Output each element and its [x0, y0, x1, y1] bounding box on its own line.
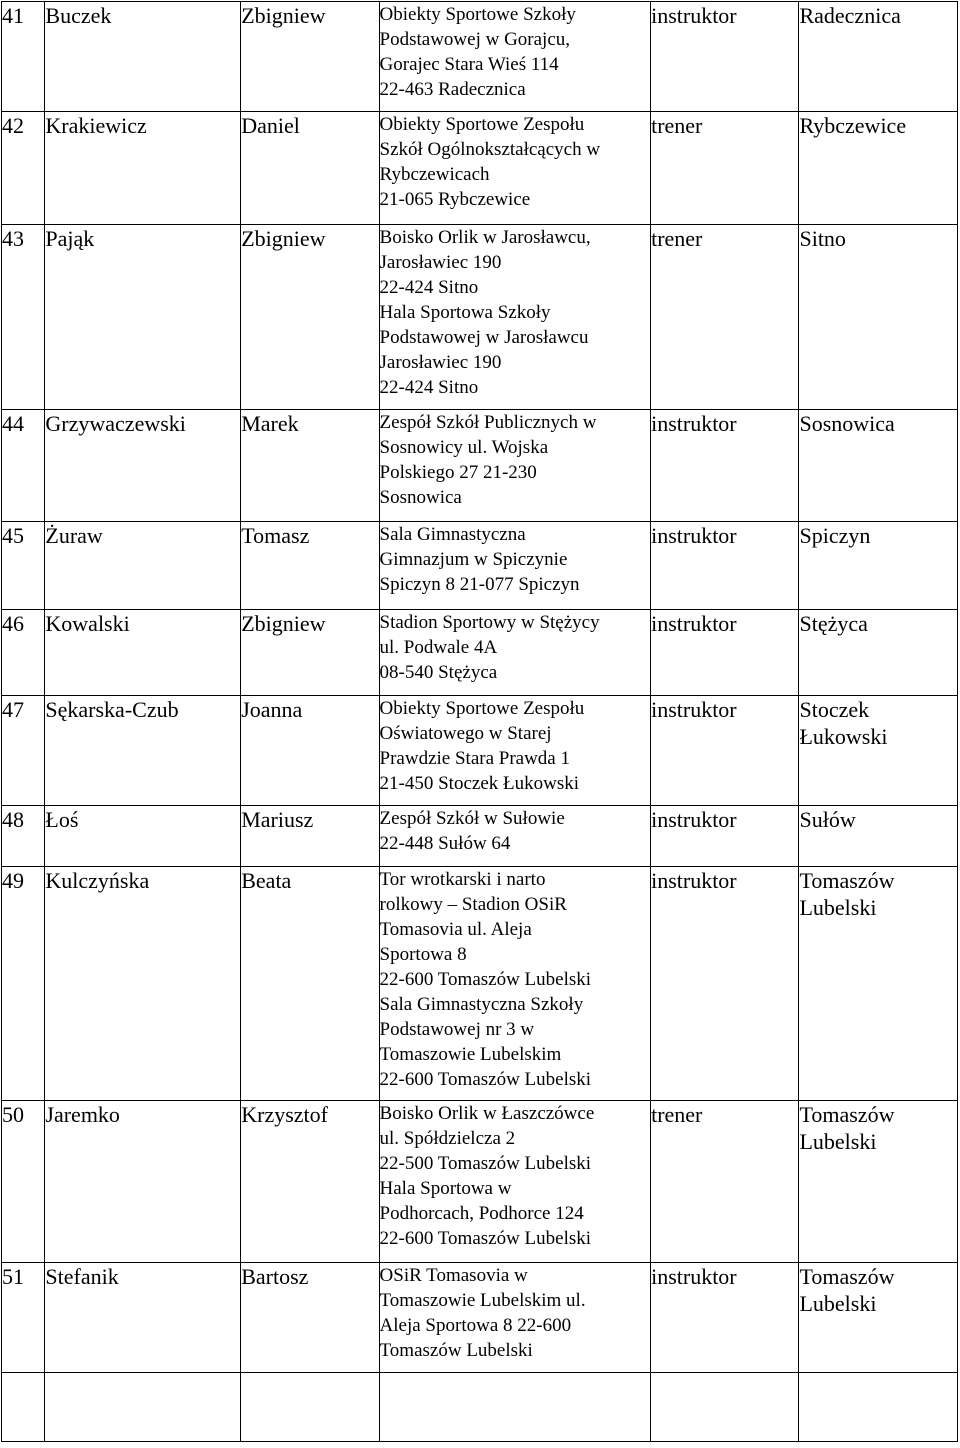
first-name-cell: Mariusz	[241, 806, 379, 867]
function-cell: instruktor	[651, 522, 799, 610]
row-number: 45	[2, 522, 45, 610]
table-row	[2, 112, 958, 225]
facility-line: Podstawowej nr 3 w	[379, 1019, 535, 1040]
locality-cell	[799, 806, 958, 867]
facility-line: Sala Gimnastyczna	[379, 524, 526, 545]
facility-line: Gorajec Stara Wieś 114	[379, 54, 559, 75]
facility-line: Stadion Sportowy w Stężycy	[379, 612, 600, 633]
facility-line: Rybczewicach	[379, 164, 490, 185]
first-name-cell: Beata	[241, 867, 379, 1101]
table-row	[2, 806, 958, 867]
locality-line: Radecznica	[799, 3, 901, 28]
row-number: 48	[2, 806, 45, 867]
empty-row	[2, 1373, 958, 1442]
facility-cell	[379, 2, 651, 112]
locality-cell	[799, 1263, 958, 1373]
facility-line: Obiekty Sportowe Szkoły	[379, 4, 576, 25]
function-cell: instruktor	[651, 696, 799, 806]
row-number: 46	[2, 610, 45, 696]
surname-cell: Jaremko	[45, 1101, 241, 1263]
table-row	[2, 867, 958, 1101]
locality-cell	[799, 112, 958, 225]
row-number: 51	[2, 1263, 45, 1373]
facility-line: 22-600 Tomaszów Lubelski	[379, 1069, 592, 1090]
locality-line: Lubelski	[799, 1129, 877, 1154]
facility-line: rolkowy – Stadion OSiR	[379, 894, 567, 915]
roster-table	[1, 1, 958, 1442]
locality-cell	[799, 410, 958, 522]
facility-cell	[379, 867, 651, 1101]
facility-cell	[379, 112, 651, 225]
locality-line: Lubelski	[799, 895, 877, 920]
function-cell: instruktor	[651, 410, 799, 522]
surname-cell: Stefanik	[45, 1263, 241, 1373]
locality-cell	[799, 610, 958, 696]
locality-line: Sułów	[799, 807, 856, 832]
empty-cell	[799, 1373, 958, 1442]
function-cell: instruktor	[651, 806, 799, 867]
row-number: 42	[2, 112, 45, 225]
function-cell: instruktor	[651, 867, 799, 1101]
facility-line: 22-500 Tomaszów Lubelski	[379, 1153, 592, 1174]
facility-line: Obiekty Sportowe Zespołu	[379, 698, 585, 719]
surname-cell: Łoś	[45, 806, 241, 867]
function-cell: instruktor	[651, 610, 799, 696]
facility-line: Podstawowej w Jarosławcu	[379, 327, 589, 348]
first-name-cell: Zbigniew	[241, 225, 379, 410]
facility-line: Polskiego 27 21-230	[379, 462, 537, 483]
locality-cell	[799, 1101, 958, 1263]
facility-line: Tomaszów Lubelski	[379, 1340, 533, 1361]
empty-cell	[2, 1373, 45, 1442]
function-cell: instruktor	[651, 2, 799, 112]
facility-line: 22-600 Tomaszów Lubelski	[379, 1228, 592, 1249]
facility-line: Tomaszowie Lubelskim ul.	[379, 1290, 586, 1311]
facility-line: Hala Sportowa w	[379, 1178, 512, 1199]
facility-line: Boisko Orlik w Jarosławcu,	[379, 227, 591, 248]
empty-cell	[651, 1373, 799, 1442]
locality-cell	[799, 2, 958, 112]
facility-line: 22-424 Sitno	[379, 277, 479, 298]
facility-line: Boisko Orlik w Łaszczówce	[379, 1103, 595, 1124]
locality-line: Tomaszów	[799, 1264, 895, 1289]
locality-line: Sitno	[799, 226, 846, 251]
facility-line: Tomaszowie Lubelskim	[379, 1044, 562, 1065]
facility-line: Sosnowicy ul. Wojska	[379, 437, 549, 458]
surname-cell: Kowalski	[45, 610, 241, 696]
row-number: 43	[2, 225, 45, 410]
table-row	[2, 1101, 958, 1263]
first-name-cell: Tomasz	[241, 522, 379, 610]
facility-line: 22-463 Radecznica	[379, 79, 526, 100]
table-row	[2, 522, 958, 610]
facility-line: 21-065 Rybczewice	[379, 189, 531, 210]
first-name-cell: Daniel	[241, 112, 379, 225]
surname-cell: Pająk	[45, 225, 241, 410]
surname-cell: Sękarska-Czub	[45, 696, 241, 806]
facility-line: 22-600 Tomaszów Lubelski	[379, 969, 592, 990]
first-name-cell: Joanna	[241, 696, 379, 806]
first-name-cell: Krzysztof	[241, 1101, 379, 1263]
facility-line: Sportowa 8	[379, 944, 467, 965]
empty-cell	[45, 1373, 241, 1442]
first-name-cell: Bartosz	[241, 1263, 379, 1373]
row-number: 44	[2, 410, 45, 522]
facility-cell	[379, 806, 651, 867]
facility-line: Oświatowego w Starej	[379, 723, 552, 744]
facility-line: Sala Gimnastyczna Szkoły	[379, 994, 584, 1015]
facility-line: Szkół Ogólnokształcących w	[379, 139, 601, 160]
surname-cell: Krakiewicz	[45, 112, 241, 225]
locality-line: Stężyca	[799, 611, 868, 636]
function-cell: trener	[651, 225, 799, 410]
locality-line: Tomaszów	[799, 868, 895, 893]
facility-cell	[379, 1263, 651, 1373]
facility-line: 08-540 Stężyca	[379, 662, 498, 683]
surname-cell: Kulczyńska	[45, 867, 241, 1101]
function-cell: trener	[651, 1101, 799, 1263]
first-name-cell: Zbigniew	[241, 610, 379, 696]
facility-line: Prawdzie Stara Prawda 1	[379, 748, 570, 769]
facility-cell	[379, 1101, 651, 1263]
facility-line: Tor wrotkarski i narto	[379, 869, 546, 890]
locality-cell	[799, 522, 958, 610]
row-number: 49	[2, 867, 45, 1101]
surname-cell: Buczek	[45, 2, 241, 112]
first-name-cell: Marek	[241, 410, 379, 522]
empty-cell	[379, 1373, 651, 1442]
facility-cell	[379, 410, 651, 522]
facility-line: Zespół Szkół w Sułowie	[379, 808, 565, 829]
facility-line: Sosnowica	[379, 487, 462, 508]
facility-line: 21-450 Stoczek Łukowski	[379, 773, 580, 794]
facility-line: Spiczyn 8 21-077 Spiczyn	[379, 574, 580, 595]
row-number: 50	[2, 1101, 45, 1263]
locality-cell	[799, 225, 958, 410]
facility-line: ul. Spółdzielcza 2	[379, 1128, 516, 1149]
facility-line: Jarosławiec 190	[379, 352, 502, 373]
facility-line: Hala Sportowa Szkoły	[379, 302, 551, 323]
function-cell: instruktor	[651, 1263, 799, 1373]
table-row	[2, 610, 958, 696]
roster-body	[2, 2, 958, 1442]
locality-line: Rybczewice	[799, 113, 907, 138]
row-number: 47	[2, 696, 45, 806]
facility-line: Zespół Szkół Publicznych w	[379, 412, 597, 433]
facility-cell	[379, 696, 651, 806]
facility-cell	[379, 522, 651, 610]
facility-line: Podstawowej w Gorajcu,	[379, 29, 571, 50]
surname-cell: Grzywaczewski	[45, 410, 241, 522]
table-row	[2, 2, 958, 112]
facility-line: 22-448 Sułów 64	[379, 833, 511, 854]
locality-line: Lubelski	[799, 1291, 877, 1316]
facility-line: Podhorcach, Podhorce 124	[379, 1203, 584, 1224]
table-row	[2, 225, 958, 410]
facility-line: Aleja Sportowa 8 22-600	[379, 1315, 572, 1336]
facility-line: ul. Podwale 4A	[379, 637, 498, 658]
empty-cell	[241, 1373, 379, 1442]
facility-cell	[379, 610, 651, 696]
facility-line: 22-424 Sitno	[379, 377, 479, 398]
function-cell: trener	[651, 112, 799, 225]
table-row	[2, 1263, 958, 1373]
locality-line: Tomaszów	[799, 1102, 895, 1127]
table-row	[2, 696, 958, 806]
locality-line: Stoczek	[799, 697, 870, 722]
locality-cell	[799, 867, 958, 1101]
locality-line: Spiczyn	[799, 523, 871, 548]
first-name-cell: Zbigniew	[241, 2, 379, 112]
surname-cell: Żuraw	[45, 522, 241, 610]
facility-line: Jarosławiec 190	[379, 252, 502, 273]
facility-cell	[379, 225, 651, 410]
row-number: 41	[2, 2, 45, 112]
locality-cell	[799, 696, 958, 806]
facility-line: Gimnazjum w Spiczynie	[379, 549, 568, 570]
locality-line: Sosnowica	[799, 411, 895, 436]
facility-line: Obiekty Sportowe Zespołu	[379, 114, 585, 135]
facility-line: Tomasovia ul. Aleja	[379, 919, 532, 940]
table-row	[2, 410, 958, 522]
locality-line: Łukowski	[799, 724, 888, 749]
facility-line: OSiR Tomasovia w	[379, 1265, 528, 1286]
